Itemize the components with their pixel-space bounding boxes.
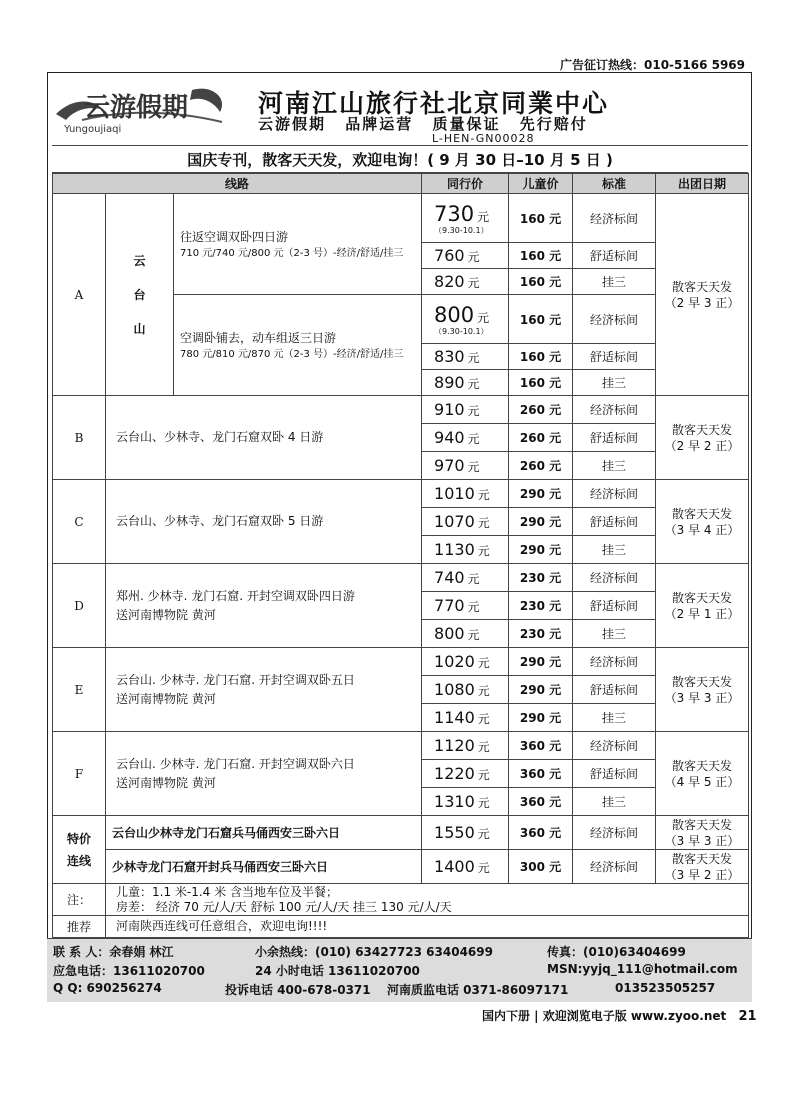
table-header — [53, 174, 749, 194]
price-value: 1020 — [434, 652, 475, 671]
child-price: 230 元 — [509, 592, 573, 620]
standard: 挂三 — [573, 536, 656, 564]
price-cell — [422, 732, 509, 760]
price-value: 1400 — [434, 857, 475, 876]
special-route: 云台山少林寺龙门石窟兵马俑西安三卧六日 — [106, 816, 422, 850]
price-cell — [422, 536, 509, 564]
special-label — [53, 816, 106, 884]
departure — [656, 732, 749, 816]
departure-text: 散客天天发 — [672, 817, 733, 832]
mountain-char: 云 — [133, 253, 146, 268]
child-price: 230 元 — [509, 564, 573, 592]
price-cell — [422, 452, 509, 480]
departure-text: 散客天天发 — [672, 279, 733, 294]
standard: 挂三 — [573, 788, 656, 816]
table-row — [53, 732, 749, 760]
agency-name: 河南江山旅行社北京同業中心 — [258, 89, 610, 118]
price-unit: 元 — [477, 768, 490, 782]
mountain-name — [106, 194, 174, 396]
price-cell — [422, 396, 509, 424]
departure-text: 散客天天发 — [672, 674, 733, 689]
standard: 经济标间 — [573, 648, 656, 676]
price-cell — [422, 424, 509, 452]
route-cell — [174, 194, 422, 295]
table-row — [53, 564, 749, 592]
standard: 经济标间 — [573, 850, 656, 884]
page-number: 21 — [738, 1009, 757, 1024]
price-unit: 元 — [467, 377, 480, 391]
contact-emergency: 应急电话：13611020700 — [53, 964, 205, 978]
ad-hotline: 广告征订热线：010-5166 5969 — [560, 58, 746, 72]
price-unit: 元 — [477, 516, 490, 530]
col-child-price: 儿童价 — [509, 174, 573, 194]
price-cell — [422, 295, 509, 344]
price-cell — [422, 816, 509, 850]
standard: 挂三 — [573, 704, 656, 732]
price-value: 820 — [434, 272, 465, 291]
slogan: 品牌运营 — [345, 115, 414, 133]
price-cell — [422, 344, 509, 370]
slogan: 质量保证 — [432, 115, 501, 133]
standard: 挂三 — [573, 620, 656, 648]
child-price: 290 元 — [509, 536, 573, 564]
standard: 经济标间 — [573, 480, 656, 508]
price-value: 730 — [434, 201, 475, 226]
standard: 经济标间 — [573, 732, 656, 760]
departure-meals: （2 早 1 正） — [664, 606, 740, 621]
notes-row — [53, 884, 749, 916]
child-price: 360 元 — [509, 816, 573, 850]
price-unit: 元 — [467, 628, 480, 642]
headline: 国庆专刊，散客天天发，欢迎电询！( 9 月 30 日–10 月 5 日 ) — [52, 145, 748, 173]
price-value: 1080 — [434, 680, 475, 699]
child-price: 290 元 — [509, 508, 573, 536]
price-unit: 元 — [477, 544, 490, 558]
price-cell — [422, 788, 509, 816]
price-unit: 元 — [477, 488, 490, 502]
price-value: 740 — [434, 568, 465, 587]
standard: 舒适标间 — [573, 760, 656, 788]
logo-graphic — [52, 80, 230, 138]
route-cell — [106, 480, 422, 564]
price-cell — [422, 194, 509, 243]
price-cell — [422, 370, 509, 396]
departure-text: 散客天天发 — [672, 422, 733, 437]
price-unit: 元 — [467, 276, 480, 290]
contact-hotline: 小余热线：(010) 63427723 63404699 — [255, 945, 493, 959]
recommend-label: 推荐 — [53, 916, 106, 938]
standard: 经济标间 — [573, 295, 656, 344]
route-title: 云台山、少林寺、龙门石窟双卧 4 日游 — [116, 430, 324, 444]
route-cell — [174, 295, 422, 396]
departure — [656, 480, 749, 564]
child-price: 160 元 — [509, 295, 573, 344]
price-unit: 元 — [477, 310, 490, 325]
child-price: 230 元 — [509, 620, 573, 648]
table-row — [53, 648, 749, 676]
col-route: 线路 — [53, 174, 422, 194]
standard: 舒适标间 — [573, 424, 656, 452]
price-value: 890 — [434, 373, 465, 392]
price-value: 760 — [434, 246, 465, 265]
price-unit: 元 — [467, 250, 480, 264]
special-label-line: 特价 — [66, 831, 91, 846]
route-bonus: 送河南博物院 黄河 — [116, 691, 216, 706]
route-cell — [106, 396, 422, 480]
price-unit: 元 — [467, 600, 480, 614]
table-row — [53, 850, 749, 884]
child-price: 300 元 — [509, 850, 573, 884]
child-price: 290 元 — [509, 676, 573, 704]
price-unit: 元 — [477, 684, 490, 698]
route-detail: 710 元/740 元/800 元（2-3 号）-经济/舒适/挂三 — [180, 248, 404, 259]
standard: 挂三 — [573, 452, 656, 480]
price-value: 1310 — [434, 792, 475, 811]
price-unit: 元 — [477, 740, 490, 754]
notes-line: 房差： 经济 70 元/人/天 舒标 100 元/人/天 挂三 130 元/人/天 — [116, 899, 452, 914]
price-table — [52, 173, 749, 938]
slogans — [258, 113, 600, 134]
standard: 经济标间 — [573, 194, 656, 243]
price-value: 1550 — [434, 823, 475, 842]
price-value: 1120 — [434, 736, 475, 755]
standard: 挂三 — [573, 370, 656, 396]
footer — [482, 1007, 757, 1024]
special-route: 少林寺龙门石窟开封兵马俑西安三卧六日 — [106, 850, 422, 884]
col-standard: 标准 — [573, 174, 656, 194]
route-title: 空调卧铺去，动车组返三日游 — [180, 331, 337, 345]
child-price: 260 元 — [509, 452, 573, 480]
route-title: 云台山. 少林寺. 龙门石窟. 开封空调双卧五日 — [116, 672, 355, 687]
price-cell — [422, 648, 509, 676]
route-bonus: 送河南博物院 黄河 — [116, 775, 216, 790]
departure-text: 散客天天发 — [672, 758, 733, 773]
child-price: 160 元 — [509, 269, 573, 295]
price-note: （9.30-10.1） — [434, 326, 489, 336]
departure-text: 散客天天发 — [672, 590, 733, 605]
col-departure: 出团日期 — [656, 174, 749, 194]
contact-person: 联 系 人：余春娟 林江 — [53, 945, 174, 959]
departure-meals: （4 早 5 正） — [664, 774, 740, 789]
recommend-row — [53, 916, 749, 938]
group-letter: E — [53, 648, 106, 732]
price-value: 1220 — [434, 764, 475, 783]
price-cell — [422, 269, 509, 295]
child-price: 360 元 — [509, 732, 573, 760]
standard: 经济标间 — [573, 396, 656, 424]
table-row — [53, 194, 749, 243]
price-unit: 元 — [477, 827, 490, 841]
departure — [656, 816, 749, 850]
standard: 舒适标间 — [573, 508, 656, 536]
price-unit: 元 — [477, 656, 490, 670]
price-cell — [422, 676, 509, 704]
departure — [656, 648, 749, 732]
col-peer-price: 同行价 — [422, 174, 509, 194]
notes-label: 注： — [53, 884, 106, 916]
route-title: 云台山、少林寺、龙门石窟双卧 5 日游 — [116, 514, 324, 528]
price-value: 830 — [434, 347, 465, 366]
price-cell — [422, 704, 509, 732]
logo — [52, 80, 230, 138]
contact-panel — [47, 938, 752, 1002]
child-price: 290 元 — [509, 704, 573, 732]
notes-text — [106, 884, 749, 916]
departure-meals: （3 早 2 正） — [664, 867, 740, 882]
price-cell — [422, 592, 509, 620]
table-row — [53, 480, 749, 508]
price-unit: 元 — [477, 796, 490, 810]
price-cell — [422, 243, 509, 269]
contact-msn: MSN:yyjq_111@hotmail.com — [547, 962, 738, 976]
departure — [656, 850, 749, 884]
price-unit: 元 — [467, 432, 480, 446]
standard: 经济标间 — [573, 564, 656, 592]
price-note: （9.30-10.1） — [434, 225, 489, 235]
route-detail: 780 元/810 元/870 元（2-3 号）-经济/舒适/挂三 — [180, 349, 404, 360]
license-number: L-HEN-GN00028 — [432, 132, 535, 145]
table-row — [53, 396, 749, 424]
departure-meals: （3 早 3 正） — [664, 690, 740, 705]
group-letter: C — [53, 480, 106, 564]
contact-mobile: 013523505257 — [615, 981, 716, 995]
child-price: 290 元 — [509, 480, 573, 508]
standard: 舒适标间 — [573, 676, 656, 704]
child-price: 160 元 — [509, 194, 573, 243]
logo-script: 云游假期 — [84, 93, 189, 123]
price-value: 800 — [434, 302, 475, 327]
group-letter: A — [53, 194, 106, 396]
price-value: 910 — [434, 400, 465, 419]
route-cell — [106, 648, 422, 732]
departure-text: 散客天天发 — [672, 506, 733, 521]
special-label-line: 连线 — [66, 853, 91, 868]
departure — [656, 396, 749, 480]
route-title: 云台山. 少林寺. 龙门石窟. 开封空调双卧六日 — [116, 756, 355, 771]
contact-complaint: 投诉电话 400-678-0371 — [225, 983, 371, 997]
price-value: 1010 — [434, 484, 475, 503]
price-unit: 元 — [467, 460, 480, 474]
price-cell — [422, 508, 509, 536]
route-cell — [106, 564, 422, 648]
logo-latin: Yungoujiaqi — [64, 124, 122, 135]
footer-text: 国内下册 | 欢迎浏览电子版 www.zyoo.net — [482, 1009, 727, 1023]
contact-qq: Q Q: 690256274 — [53, 981, 162, 995]
mountain-char: 山 — [133, 321, 146, 336]
child-price: 290 元 — [509, 648, 573, 676]
standard: 舒适标间 — [573, 243, 656, 269]
table-row — [53, 816, 749, 850]
contact-quality: 河南质监电话 0371-86097171 — [387, 983, 569, 997]
price-cell — [422, 480, 509, 508]
price-cell — [422, 760, 509, 788]
price-cell — [422, 564, 509, 592]
notes-line: 儿童：1.1 米-1.4 米 含当地车位及半餐； — [116, 884, 338, 899]
departure-meals: （2 早 2 正） — [664, 438, 740, 453]
child-price: 160 元 — [509, 344, 573, 370]
contact-24h: 24 小时电话 13611020700 — [255, 964, 420, 978]
departure-meals: （3 早 4 正） — [664, 522, 740, 537]
recommend-text: 河南陕西连线可任意组合，欢迎电询!!!! — [106, 916, 749, 938]
slogan: 云游假期 — [258, 115, 327, 133]
price-cell — [422, 850, 509, 884]
departure-text: 散客天天发 — [672, 851, 733, 866]
child-price: 160 元 — [509, 370, 573, 396]
price-value: 800 — [434, 624, 465, 643]
departure — [656, 194, 749, 396]
price-unit: 元 — [477, 861, 490, 875]
group-letter: F — [53, 732, 106, 816]
child-price: 360 元 — [509, 760, 573, 788]
standard: 经济标间 — [573, 816, 656, 850]
group-letter: D — [53, 564, 106, 648]
child-price: 360 元 — [509, 788, 573, 816]
price-value: 1130 — [434, 540, 475, 559]
departure-meals: （3 早 3 正） — [664, 833, 740, 848]
price-value: 770 — [434, 596, 465, 615]
route-title: 往返空调双卧四日游 — [180, 230, 289, 244]
route-cell — [106, 732, 422, 816]
child-price: 260 元 — [509, 424, 573, 452]
price-unit: 元 — [467, 351, 480, 365]
child-price: 260 元 — [509, 396, 573, 424]
price-value: 940 — [434, 428, 465, 447]
price-unit: 元 — [467, 572, 480, 586]
standard: 舒适标间 — [573, 344, 656, 370]
standard: 舒适标间 — [573, 592, 656, 620]
price-unit: 元 — [477, 209, 490, 224]
price-unit: 元 — [467, 404, 480, 418]
departure — [656, 564, 749, 648]
route-bonus: 送河南博物院 黄河 — [116, 607, 216, 622]
price-value: 1140 — [434, 708, 475, 727]
price-cell — [422, 620, 509, 648]
price-value: 970 — [434, 456, 465, 475]
route-title: 郑州. 少林寺. 龙门石窟. 开封空调双卧四日游 — [116, 588, 355, 603]
price-unit: 元 — [477, 712, 490, 726]
group-letter: B — [53, 396, 106, 480]
standard: 挂三 — [573, 269, 656, 295]
child-price: 160 元 — [509, 243, 573, 269]
price-value: 1070 — [434, 512, 475, 531]
departure-meals: （2 早 3 正） — [664, 295, 740, 310]
slogan: 先行赔付 — [519, 115, 588, 133]
contact-fax: 传真：(010)63404699 — [547, 945, 686, 959]
mountain-char: 台 — [133, 287, 146, 302]
